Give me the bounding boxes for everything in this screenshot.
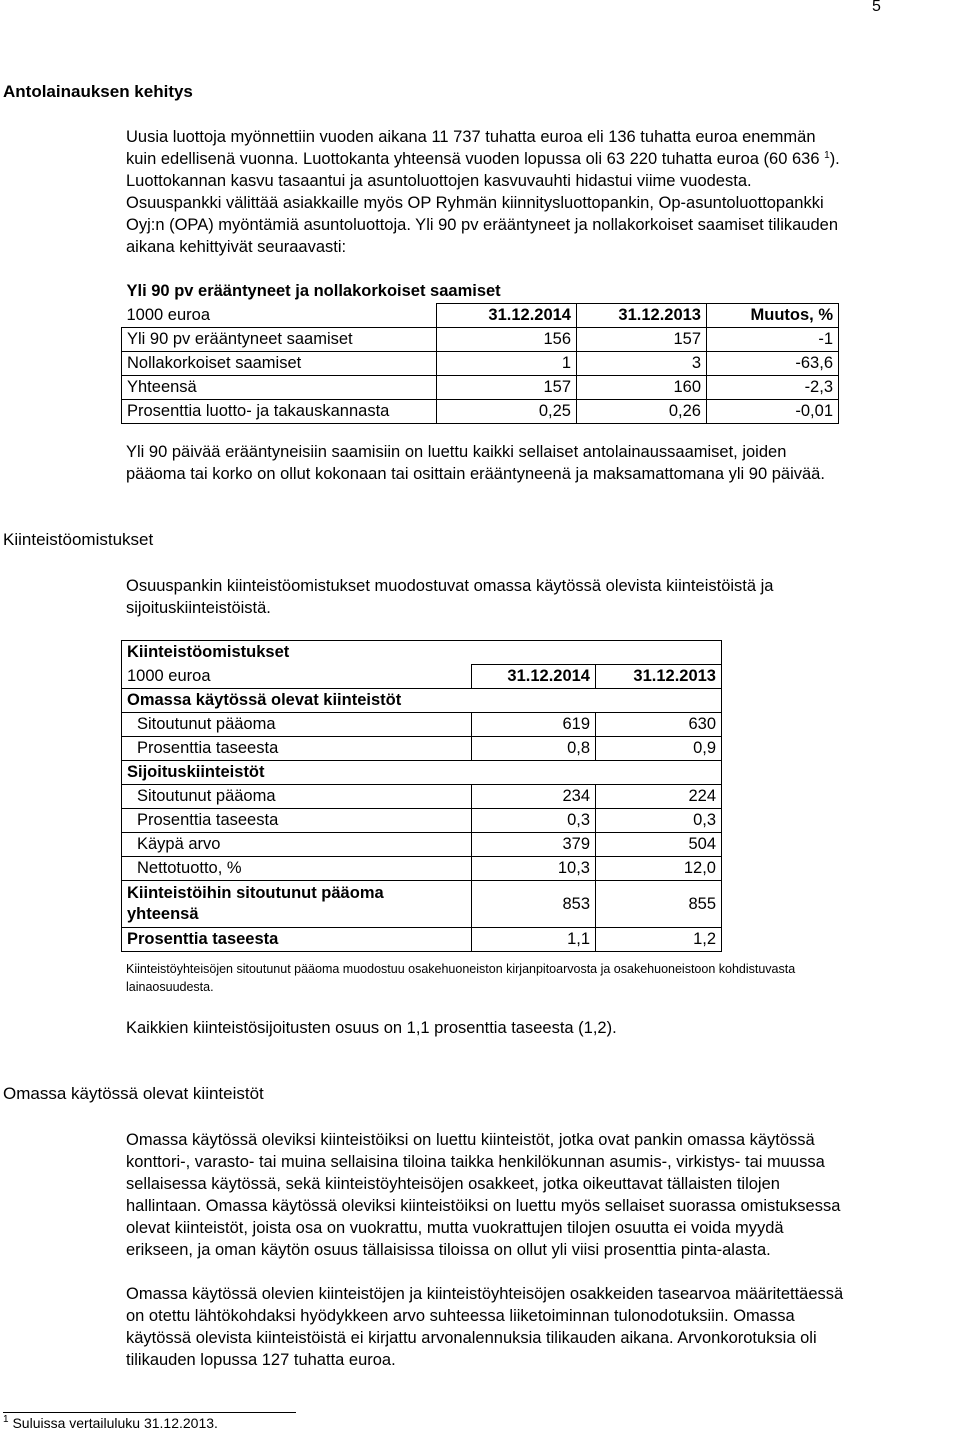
col-header-2013: 31.12.2013 (577, 304, 707, 328)
table-note (126, 960, 956, 996)
section-heading-omassa-kaytossa: Omassa käytössä olevat kiinteistöt (3, 1084, 264, 1103)
group-heading-investment: Sijoituskiinteistöt (122, 761, 722, 785)
real-estate-paragraph (126, 575, 773, 619)
table-row: Yhteensä 157 160 -2,3 (122, 376, 839, 400)
paragraph-line: Luottokannan kasvu tasaantui ja asuntoluottojen kasvuvauhti hidastui viime vuodesta. (126, 172, 752, 190)
paragraph-line: käytössä olevista kiinteistöistä ei kirjattu arvonalennuksia tilikauden aikana. Arvonkorotuksia oli (126, 1329, 817, 1347)
table-title-row (122, 280, 839, 304)
table-header-row (122, 665, 722, 689)
real-estate-summary: Kaikkien kiinteistösijoitusten osuus on 1,1 prosenttia taseesta (1,2). (126, 1019, 617, 1037)
table-title: Yli 90 pv erääntyneet ja nollakorkoiset saamiset (126, 282, 501, 300)
col-header-2013: 31.12.2013 (596, 665, 722, 689)
section-heading-antolainaus: Antolainauksen kehitys (3, 82, 193, 101)
paragraph-line: olevat kiinteistöt, joista osa on vuokrattu, mutta vuokrattujen tilojen osuutta ei voida myydä (126, 1219, 784, 1237)
paragraph-line: hallintaan. Omassa käytössä oleviksi kiinteistöiksi on luettu myös sellaiset suorassa omistuksessa (126, 1197, 841, 1215)
group-heading-own-use: Omassa käytössä olevat kiinteistöt (122, 689, 722, 713)
group-header-row (122, 689, 722, 713)
footnote-text: Suluissa vertailuluku 31.12.2013. (12, 1415, 218, 1431)
table-title-row (122, 641, 722, 665)
paragraph-line: Yli 90 päivää erääntyneisiin saamisiin on luettu kaikki sellaiset antolainaussaamiset, joiden (126, 443, 787, 461)
table-row: Prosenttia taseesta 0,3 0,3 (122, 809, 722, 833)
paragraph-line: Omassa käytössä oleviksi kiinteistöiksi on luettu kiinteistöt, jotka ovat pankin omassa käytössä (126, 1131, 815, 1149)
paragraph-line: tilikauden lopussa 127 tuhatta euroa. (126, 1351, 396, 1369)
table-row: Sitoutunut pääoma 234 224 (122, 785, 722, 809)
overdue-definition-paragraph (126, 441, 825, 485)
pct-row (122, 928, 722, 952)
paragraph-line: erikseen, ja oman käytön osuus tällaisissa tiloissa on ollut yli viisi prosenttia pinta-alasta. (126, 1241, 771, 1259)
pct-label: Prosenttia taseesta (122, 928, 472, 952)
note-line: Kiinteistöyhteisöjen sitoutunut pääoma muodostuu osakehuoneiston kirjanpitoarvosta ja osakehuoneistoon kohdistuvasta (126, 962, 796, 976)
own-use-paragraph-2 (126, 1283, 843, 1371)
unit-label: 1000 euroa (122, 665, 472, 689)
page-number: 5 (872, 0, 881, 15)
col-header-2014: 31.12.2014 (472, 665, 596, 689)
paragraph-line: on otettu lähtökohdaksi hyödykkeen arvo suhteessa liiketoiminnan tulonodotuksiin. Omassa (126, 1307, 795, 1325)
group-header-row (122, 761, 722, 785)
paragraph-line: Uusia luottoja myönnettiin vuoden aikana 11 737 tuhatta euroa eli 136 tuhatta euroa enemmän (126, 128, 816, 146)
col-header-change: Muutos, % (707, 304, 839, 328)
paragraph-line: Osuuspankin kiinteistöomistukset muodostuvat omassa käytössä olevista kiinteistöistä ja (126, 577, 774, 595)
pct-2013: 1,2 (596, 928, 722, 952)
paragraph-line: kuin edellisenä vuonna. Luottokanta yhteensä vuoden lopussa oli 63 220 tuhatta euroa (60 636 $^1$). (126, 150, 840, 168)
own-use-paragraph-1 (126, 1129, 840, 1261)
unit-label: 1000 euroa (126, 305, 210, 324)
footnote-divider (3, 1412, 296, 1413)
paragraph-line: Omassa käytössä olevien kiinteistöjen ja kiinteistöyhteisöjen osakkeiden tasearvoa määritettäessä (126, 1285, 844, 1303)
total-row (122, 881, 722, 928)
paragraph-line: konttori-, varasto- tai muina sellaisina tiloina taikka henkilökunnan asumis-, virkistys- tai muussa (126, 1153, 825, 1171)
paragraph-line: Oyj:n (OPA) myöntämiä asuntoluottoja. Yli 90 pv erääntyneet ja nollakorkoiset saamiset tilikauden (126, 216, 839, 234)
total-2013: 855 (596, 881, 722, 928)
real-estate-table (121, 640, 722, 952)
table-row: Sitoutunut pääoma 619 630 (122, 713, 722, 737)
table-row: Prosenttia luotto- ja takauskannasta 0,25 0,26 -0,01 (122, 400, 839, 424)
table-title: Kiinteistöomistukset (122, 641, 722, 665)
paragraph-line: sijoituskiinteistöistä. (126, 599, 271, 617)
table-row: Yli 90 pv erääntyneet saamiset 156 157 -1 (122, 328, 839, 352)
table-row: Nollakorkoiset saamiset 1 3 -63,6 (122, 352, 839, 376)
total-label: Kiinteistöihin sitoutunut pääoma yhteensä (122, 881, 472, 928)
table-row: Käypä arvo 379 504 (122, 833, 722, 857)
table-header-row (122, 304, 839, 328)
paragraph-line: pääoma tai korko on ollut kokonaan tai osittain erääntyneenä ja maksamattomana yli 90 päivää. (126, 465, 825, 483)
table-row: Prosenttia taseesta 0,8 0,9 (122, 737, 722, 761)
paragraph-line: aikana kehittyivät seuraavasti: (126, 238, 347, 256)
pct-2014: 1,1 (472, 928, 596, 952)
footnote-ref: 1 (824, 150, 830, 161)
footnote (3, 1414, 218, 1431)
overdue-receivables-table (121, 280, 839, 424)
paragraph-line: Osuuspankki välittää asiakkaille myös OP Ryhmän kiinnitysluottopankin, Op-asuntoluottopankki (126, 194, 824, 212)
footnote-number: 1 (3, 1414, 9, 1425)
col-header-2014: 31.12.2014 (437, 304, 577, 328)
section-heading-kiinteistoomistukset: Kiinteistöomistukset (3, 530, 154, 549)
note-line: lainaosuudesta. (126, 980, 214, 994)
total-2014: 853 (472, 881, 596, 928)
table-row: Nettotuotto, % 10,3 12,0 (122, 857, 722, 881)
paragraph-line: sellaisessa käytössä, sekä kiinteistöyhteisöjen osakkeet, jotka oikeuttavat tällaisten tilojen (126, 1175, 780, 1193)
intro-paragraph (126, 126, 840, 258)
